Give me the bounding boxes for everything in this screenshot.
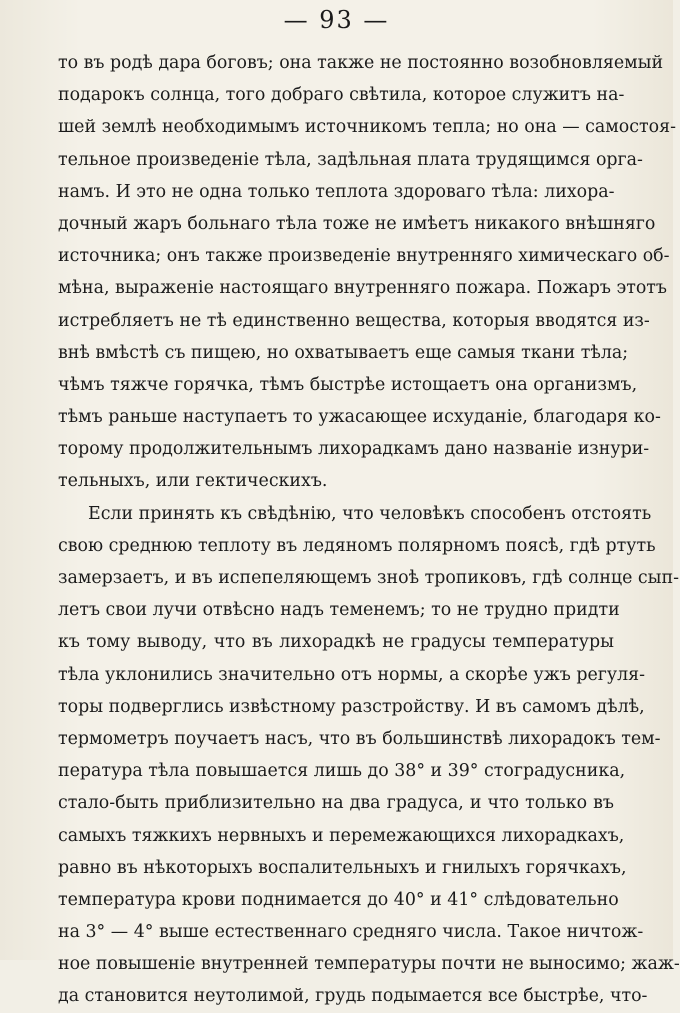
text-line: тѣмъ раньше наступаетъ то ужасающее исхуданіе, благодаря ко- <box>58 407 661 428</box>
text-line: тѣла уклонились значительно отъ нормы, а скорѣе ужъ регуля- <box>58 664 645 685</box>
text-line: стало-быть приблизительно на два градуса, и что только въ <box>58 793 614 814</box>
page-number: — 93 — <box>283 6 390 34</box>
text-line: температура крови поднимается до 40° и 41° слѣдовательно <box>58 889 619 910</box>
text-line: мѣна, выраженіе настоящаго внутренняго пожара. Пожаръ этотъ <box>58 278 667 299</box>
text-line: дочный жаръ больнаго тѣла тоже не имѣетъ никакого внѣшняго <box>58 213 656 234</box>
text-line: термометръ поучаетъ насъ, что въ большинствѣ лихорадокъ тем- <box>58 728 661 749</box>
text-line: торы подверглись извѣстному разстройству. И въ самомъ дѣлѣ, <box>58 696 645 717</box>
text-line: чѣмъ тяжче горячка, тѣмъ быстрѣе истощаетъ она организмъ, <box>58 374 638 395</box>
text-line: ное повышеніе внутренней температуры почти не выносимо; жаж- <box>58 954 680 975</box>
text-line: то въ родѣ дара боговъ; она также не постоянно возобновляемый <box>58 53 664 73</box>
text-line: Если принять къ свѣдѣнію, что человѣкъ способенъ отстоять <box>88 503 652 524</box>
text-line: тельныхъ, или гектическихъ. <box>58 471 328 492</box>
text-line: къ тому выводу, что въ лихорадкѣ не градусы температуры <box>58 632 614 653</box>
text-line: истребляетъ не тѣ единственно вещества, которыя вводятся из- <box>58 310 650 331</box>
text-line: подарокъ солнца, того добраго свѣтила, которое служитъ на- <box>58 85 625 106</box>
body-text <box>58 47 680 1013</box>
text-line: торому продолжительнымъ лихорадкамъ дано названіе изнури- <box>58 439 650 460</box>
text-line: да становится неутолимой, грудь подымается все быстрѣе, что- <box>58 986 648 1007</box>
text-line: шей землѣ необходимымъ источникомъ тепла; но она — самостоя- <box>58 117 676 138</box>
text-line: источника; онъ также произведеніе внутренняго химическаго об- <box>58 246 670 267</box>
text-line: пература тѣла повышается лишь до 38° и 39° стоградусника, <box>58 761 626 782</box>
text-line: замерзаетъ, и въ испепеляющемъ зноѣ тропиковъ, гдѣ солнце сып- <box>58 568 679 588</box>
text-line: самыхъ тяжкихъ нервныхъ и перемежающихся лихорадкахъ, <box>58 825 625 846</box>
text-line: намъ. И это не одна только теплота здороваго тѣла: лихора- <box>58 181 615 202</box>
text-line: равно въ нѣкоторыхъ воспалительныхъ и гнилыхъ горячкахъ, <box>58 857 627 878</box>
text-line: тельное произведеніе тѣла, задѣльная плата трудящимся орга- <box>58 149 643 170</box>
text-line: летъ свои лучи отвѣсно надъ темeнемъ; то не трудно придти <box>58 600 620 621</box>
text-line: свою среднюю теплоту въ ледяномъ полярномъ поясѣ, гдѣ ртуть <box>58 535 656 556</box>
text-line: на 3° — 4° выше естественнаго средняго числа. Такое ничтож- <box>58 922 644 943</box>
text-line: внѣ вмѣстѣ съ пищею, но охватываетъ еще самыя ткани тѣла; <box>58 342 629 363</box>
